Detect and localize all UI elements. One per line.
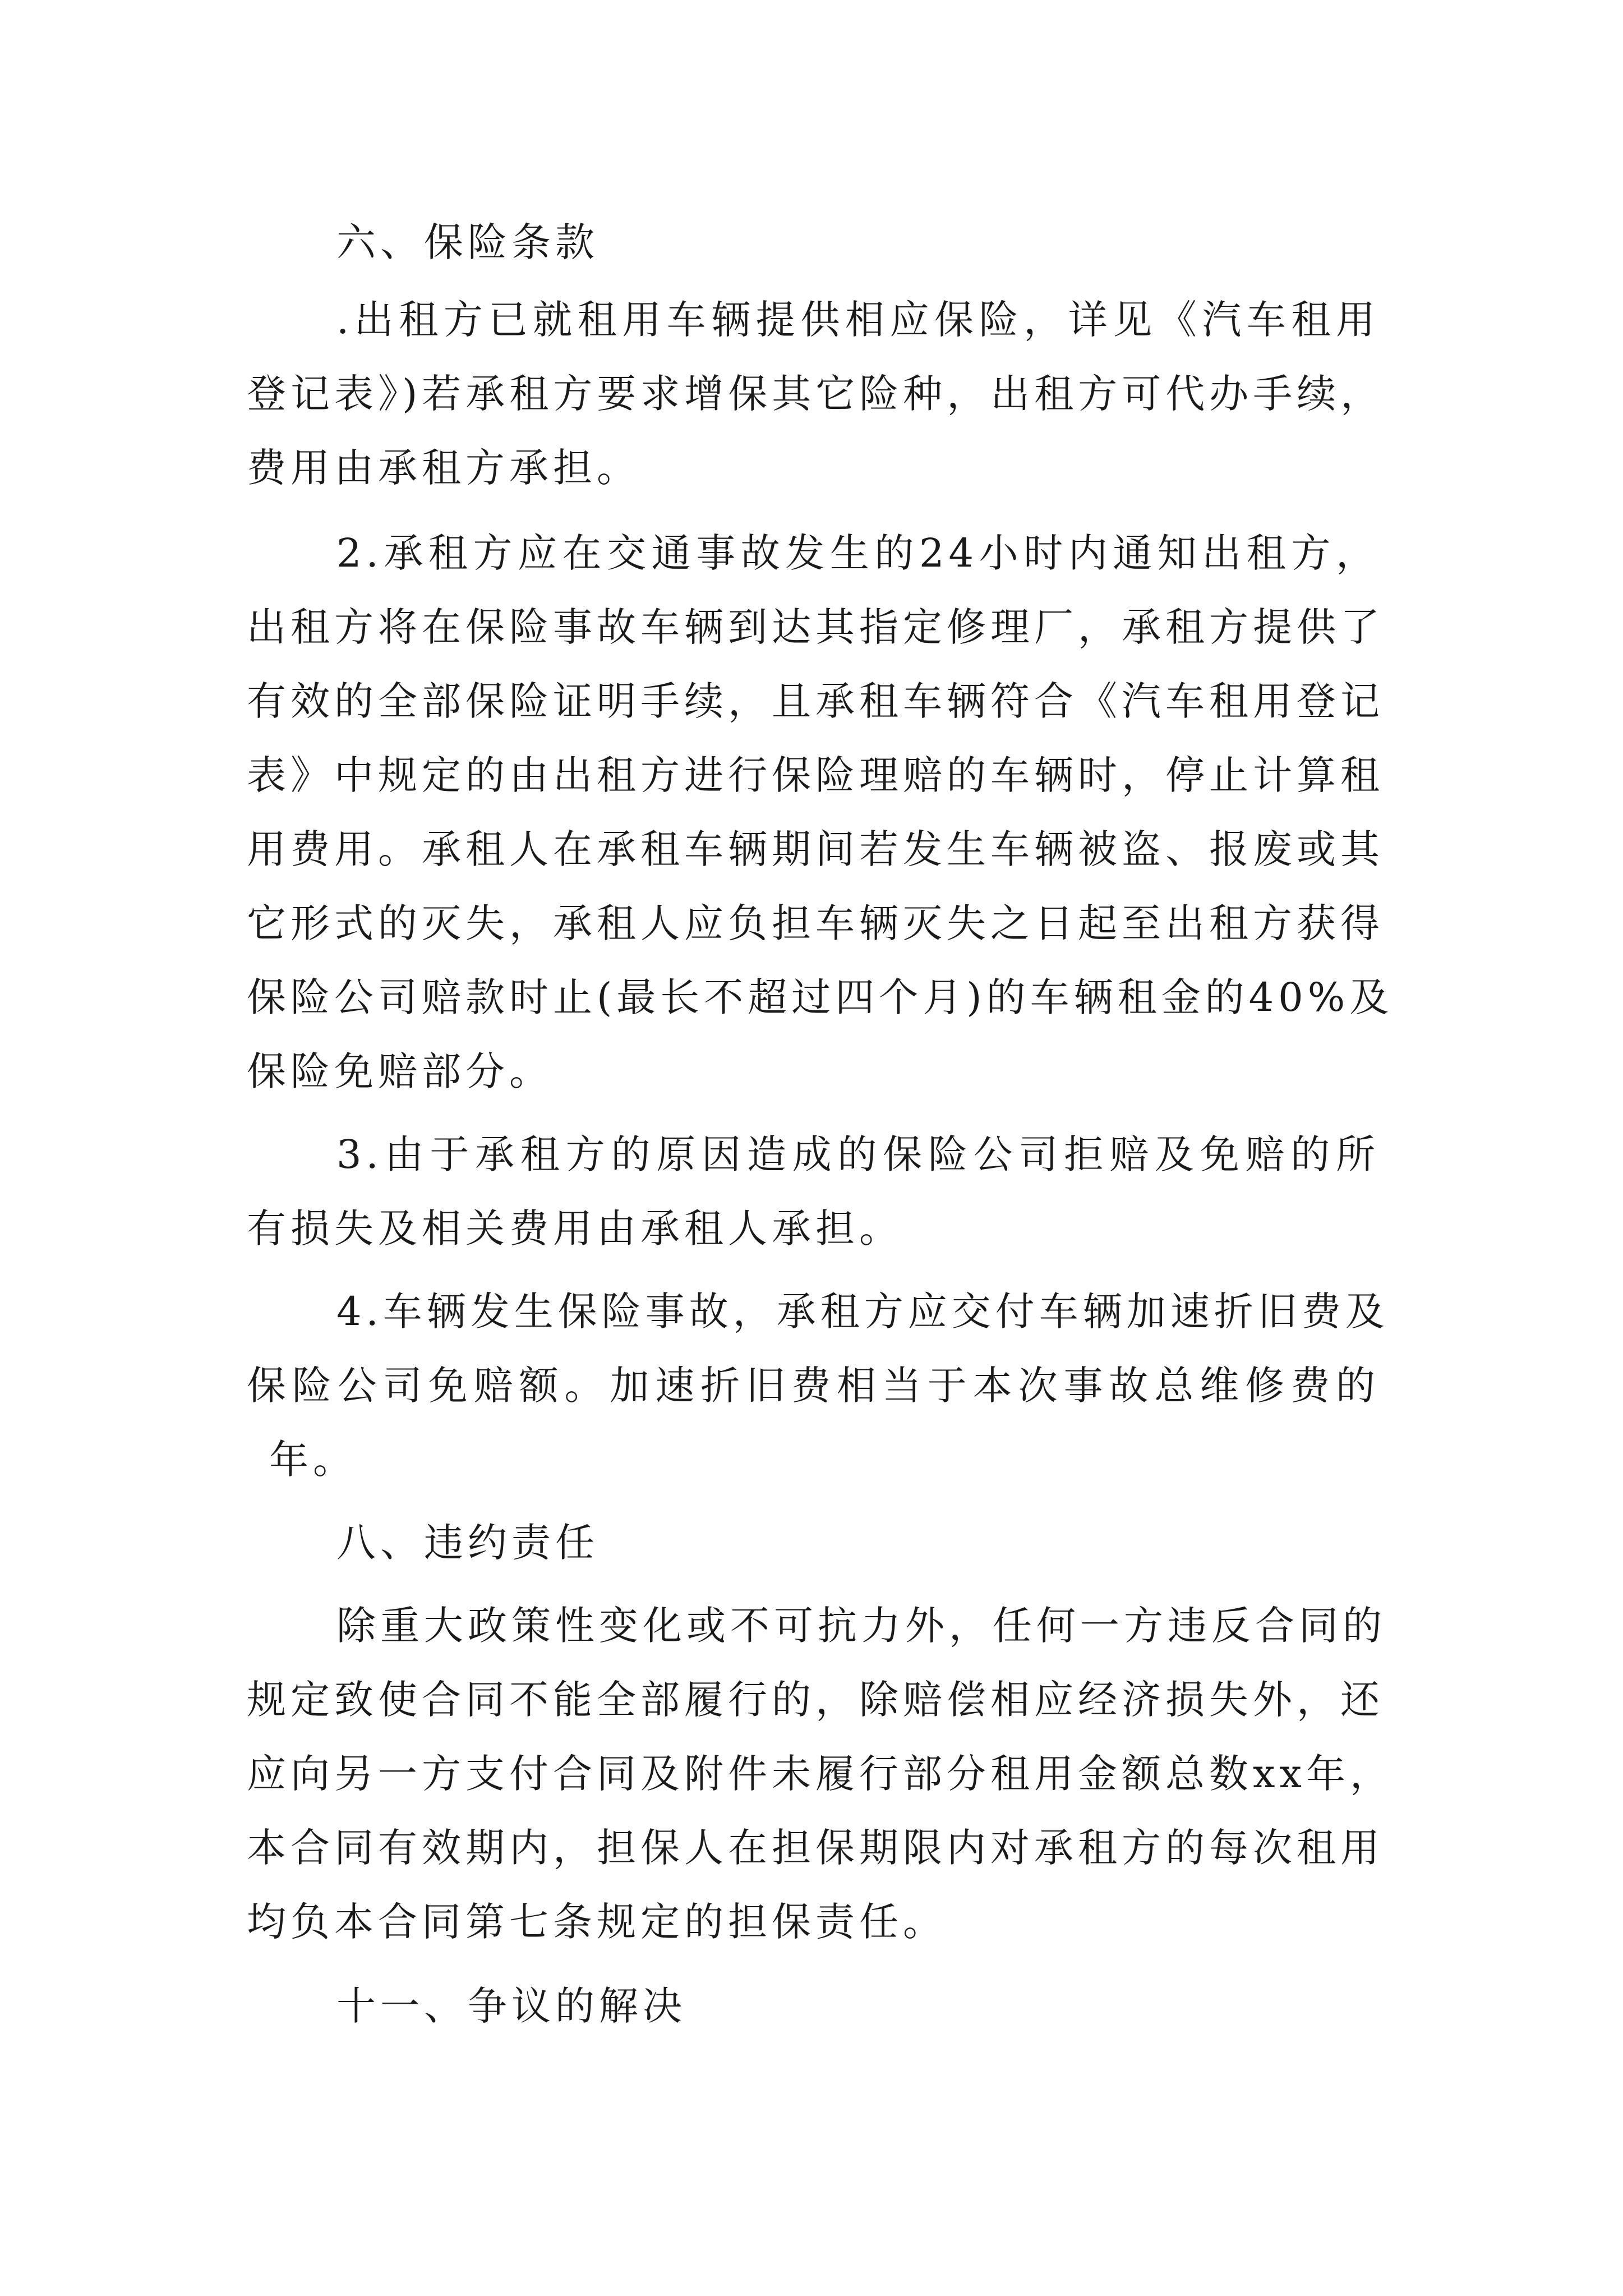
- paragraph-line: 本合同有效期内，担保人在担保期限内对承租方的每次租用: [247, 1825, 1384, 1871]
- paragraph-line: 用费用。承租人在承租车辆期间若发生车辆被盗、报废或其: [247, 826, 1384, 872]
- paragraph-line: 表》中规定的由出租方进行保险理赔的车辆时，停止计算租: [247, 752, 1384, 798]
- paragraph-line: 年。: [269, 1437, 357, 1483]
- paragraph-line: 费用由承租方承担。: [247, 445, 640, 491]
- paragraph-line: .出租方已就租用车辆提供相应保险，详见《汽车租用: [336, 297, 1380, 343]
- paragraph-line: 规定致使合同不能全部履行的，除赔偿相应经济损失外，还: [247, 1677, 1384, 1723]
- heading-dispute-resolution: 十一、争议的解决: [336, 1983, 686, 2029]
- paragraph-line: 均负本合同第七条规定的担保责任。: [247, 1899, 947, 1945]
- paragraph-line: 登记表》)若承租方要求增保其它险种，出租方可代办手续，: [247, 371, 1385, 417]
- paragraph-line: 它形式的灭失，承租人应负担车辆灭失之日起至出租方获得: [247, 900, 1384, 946]
- paragraph-line: 有损失及相关费用由承租人承担。: [247, 1205, 903, 1251]
- paragraph-line: 4.车辆发生保险事故，承租方应交付车辆加速折旧费及: [336, 1289, 1389, 1335]
- paragraph-line: 有效的全部保险证明手续，且承租车辆符合《汽车租用登记: [247, 678, 1384, 724]
- heading-breach-liability: 八、违约责任: [336, 1520, 599, 1566]
- paragraph-line: 出租方将在保险事故车辆到达其指定修理厂，承租方提供了: [247, 604, 1384, 650]
- paragraph-line: 保险公司免赔额。加速折旧费相当于本次事故总维修费的: [247, 1363, 1380, 1409]
- paragraph-line: 保险公司赔款时止(最长不超过四个月)的车辆租金的40%及: [247, 974, 1394, 1020]
- heading-insurance-terms: 六、保险条款: [336, 219, 599, 265]
- paragraph-line: 2.承租方应在交通事故发生的24小时内通知出租方，: [336, 530, 1380, 576]
- paragraph-line: 3.由于承租方的原因造成的保险公司拒赔及免赔的所: [336, 1131, 1380, 1177]
- paragraph-line: 应向另一方支付合同及附件未履行部分租用金额总数xx年，: [247, 1751, 1394, 1797]
- paragraph-line: 保险免赔部分。: [247, 1048, 553, 1094]
- paragraph-line: 除重大政策性变化或不可抗力外，任何一方违反合同的: [336, 1603, 1386, 1649]
